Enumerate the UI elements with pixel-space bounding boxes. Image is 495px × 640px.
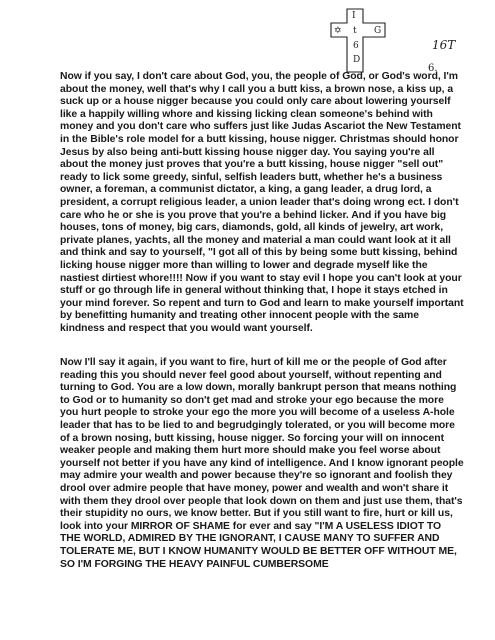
paragraph-2: Now I'll say it again, if you want to fire, hurt of kill me or the people of God after reading this you should never feel good about yourself, without repenting and turning to God. You are a low down, morally bankrupt person that means nothing to God or to humanity so don't get mad and stroke your ego because the more you hurt people to stroke your ego the more you will become of a useless A-hole leader that has to be lied to and begrudgingly tolerated, or you will become more of a brown nosing, butt kissing, house nigger. So forcing your will on innocent weaker people and making them hurt more should make you feel worse about yourself not better if you have any kind of intelligence. And I know ignorant people may admire your wealth and power because they're so ignorant and foolish they drool over admire people that have money, power and wealth and won't share it with them they drool over people that look down on them and just use them, that's their stupidity no ours, we know better. But if you still want to fire, hurt or kill us, look into your MIRROR OF SHAME for ever and say "I'M A USELESS IDIOT TO THE WORLD, ADMIRED BY THE IGNORANT, I CAUSE MANY TO SUFFER AND TOLERATE ME, BUT I KNOW HUMANITY WOULD BE BETTER OFF WITHOUT ME, SO I'M FORGING THE HEAVY PAINFUL CUMBERSOME (60, 357, 464, 570)
star-of-david-icon: ✡ (334, 26, 342, 36)
cross-outline-icon (330, 8, 410, 74)
cross-letter-bottom: D (353, 55, 361, 65)
handwritten-tag: 16T (432, 38, 456, 52)
cross-letter-center: t (353, 26, 357, 36)
paragraph-1: Now if you say, I don't care about God, you, the people of God, or God's word, I'm about the money, well that's why I call you a butt kiss, a brown nose, a kiss up, a suck up or a house nigger because you could only care about lowering yourself like a happily willing whore and kissing licking clean someone's behind with money and you don't care who suffers just like Judas Ascariot the New Testament in the Bible's role model for a butt kissing, house nigger. Christmas should honor Jesus by also being anti-butt kissing house nigger day. You saying you're all about the money just proves that you're a butt kissing, house nigger "sell out" ready to lick some greedy, sinful, selfish leaders butt, whether he's a business owner, a foreman, a communist dictator, a king, a gang leader, a drug lord, a president, a corrupt religious leader, a union leader that's doing wrong ect. I don't care who he or she is you prove that you're a behind licker. And if you have big houses, tons of money, big cars, diamonds, gold, all kinds of jewelry, art work, private planes, yachts, all the money and material a man could want look at it all and think and say to yourself, "I got all of this by being some butt kissing, behind licking house nigger more than willing to lower and degrade myself like the nastiest dirtiest whore!!!! Now if you want to stay evil I hope you can't look at your stuff or go through life in general without thinking that, I hope it stays etched in your mind forever. So repent and turn to God and learn to make yourself important by benefitting humanity and treating other innocent people with the same kindness and respect that you would want yourself. (60, 71, 464, 334)
cross-letter-lower: 6 (353, 41, 359, 51)
cross-letter-right: G (374, 26, 382, 36)
cross-drawing (330, 8, 410, 74)
cross-letter-top: I (352, 11, 356, 21)
page-number: 6. (428, 63, 438, 74)
